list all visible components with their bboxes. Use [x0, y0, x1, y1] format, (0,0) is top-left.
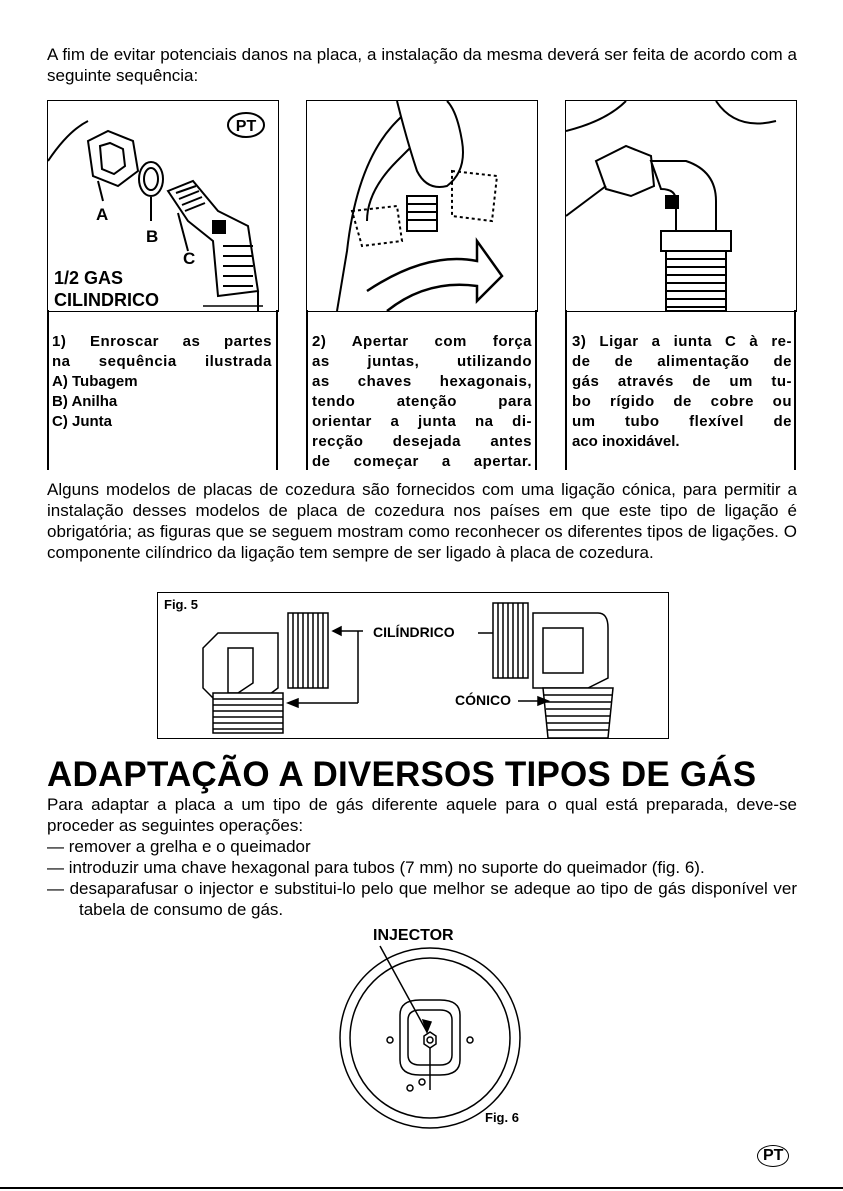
intro-paragraph: A fim de evitar potenciais danos na placa, a instalação da mesma deverá ser feita de acordo com a seguinte sequência: [47, 45, 797, 85]
svg-text:B: B [146, 227, 159, 246]
list-item: — desaparafusar o injector e substitui-lo pelo que melhor se adeque ao tipo de gás disponível ver tabela de consumo de gás. [47, 879, 797, 919]
column-rule [47, 310, 49, 470]
step2-text: 2) Apertar com força as juntas, utilizando as chaves hexagonais, tendo atenção para orientar a junta na di- recção desejada antes de começar a apertar. [312, 333, 532, 470]
fig5-box [157, 592, 669, 739]
list-item: — introduzir uma chave hexagonal para tubos (7 mm) no suporte do queimador (fig. 6). [47, 858, 705, 877]
column-rule [306, 310, 308, 470]
fig6-caption: Fig. 6 [485, 1110, 519, 1125]
fig5-caption: Fig. 5 [164, 597, 198, 612]
fig5-conico-label: CÓNICO [455, 692, 511, 708]
adapt-paragraph: Para adaptar a placa a um tipo de gás diferente aquele para o qual está preparada, deve-se proceder as seguintes operações: [47, 795, 797, 835]
step1-text: 1) Enroscar as partes na sequência ilustrada A) Tubagem B) Anilha C) Junta [52, 333, 272, 430]
section-heading: ADAPTAÇÃO A DIVERSOS TIPOS DE GÁS [47, 755, 757, 794]
step3-text: 3) Ligar a iunta C à re- de de alimentação de gás através de um tu- bo rígido de cobre ou um tubo flexível de aco inoxidável. [572, 333, 792, 450]
svg-text:CILINDRICO: CILINDRICO [54, 290, 159, 310]
column-rule [794, 310, 796, 470]
step2-illustration [306, 100, 538, 312]
svg-text:1/2 GAS: 1/2 GAS [54, 268, 124, 288]
pt-badge: PT [235, 118, 257, 135]
svg-text:C: C [183, 249, 196, 268]
svg-text:A: A [96, 205, 109, 224]
step3-illustration [565, 100, 797, 312]
operations-list [47, 836, 797, 920]
step1-illustration [47, 100, 279, 312]
bottom-rule [0, 1187, 843, 1189]
column-rule [276, 310, 278, 470]
fig5-cilindrico-label: CILÍNDRICO [373, 624, 455, 640]
list-item: — remover a grelha e o queimador [47, 837, 311, 856]
injector-label: INJECTOR [373, 927, 454, 944]
fig6-illustration [330, 920, 530, 1130]
connection-paragraph: Alguns modelos de placas de cozedura são fornecidos com uma ligação cónica, para permitir a instalação desses modelos de placa de cozedura nos países em que este tipo de ligação é obrigatória; as figuras que se seguem mostram como reconhecer os diferentes tipos de ligações. O componente cilíndrico da ligação tem sempre de ser ligado à placa de cozedura. [47, 480, 797, 562]
column-rule [535, 310, 537, 470]
column-rule [565, 310, 567, 470]
page-language-badge: PT [757, 1145, 789, 1167]
